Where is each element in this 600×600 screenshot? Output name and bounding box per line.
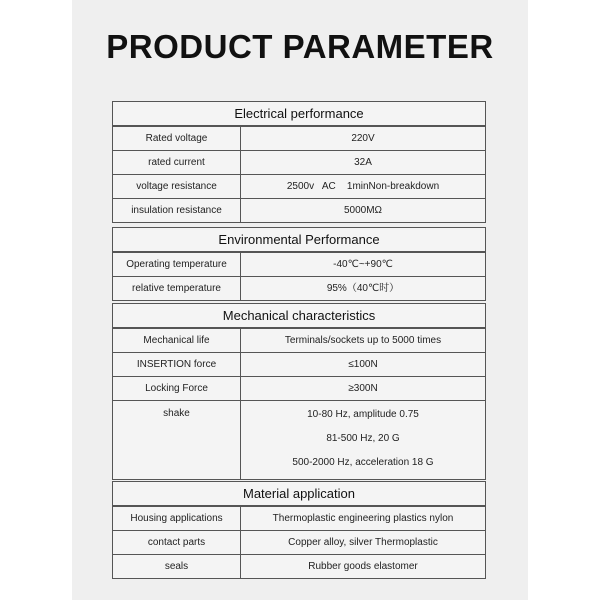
table-row [113, 126, 485, 150]
shake-value-line: 10-80 Hz, amplitude 0.75 [307, 409, 419, 420]
row-label: rated current [113, 151, 241, 174]
row-value: 220V [351, 133, 375, 144]
table-row [113, 252, 485, 276]
row-label: Housing applications [113, 507, 241, 530]
row-value: Terminals/sockets up to 5000 times [284, 335, 442, 346]
section-heading: Electrical performance [113, 102, 485, 126]
row-value: ≤100N [348, 359, 378, 370]
row-value: 95%（40℃时） [326, 283, 400, 294]
row-label: Mechanical life [113, 329, 241, 352]
row-label: seals [113, 555, 241, 578]
table-row [113, 376, 485, 400]
row-value: -40℃~+90℃ [333, 259, 393, 270]
table-row [113, 554, 485, 578]
table-row-shake [113, 400, 485, 479]
section-heading: Environmental Performance [113, 228, 485, 252]
table-row [113, 328, 485, 352]
row-value: 2500v AC 1minNon-breakdown [286, 181, 440, 192]
row-label: Operating temperature [113, 253, 241, 276]
environmental-performance-table [112, 227, 486, 301]
section-heading: Mechanical characteristics [113, 304, 485, 328]
shake-values [241, 401, 485, 479]
row-label: Rated voltage [113, 127, 241, 150]
row-label: relative temperature [113, 277, 241, 300]
electrical-performance-table [112, 101, 486, 223]
section-heading: Material application [113, 482, 485, 506]
table-row [113, 198, 485, 222]
row-label: Locking Force [113, 377, 241, 400]
row-value: Copper alloy, silver Thermoplastic [288, 537, 438, 548]
page-title: PRODUCT PARAMETER [106, 28, 494, 65]
mechanical-characteristics-table [112, 303, 486, 480]
table-row [113, 352, 485, 376]
table-row [113, 276, 485, 300]
shake-value-line: 81-500 Hz, 20 G [326, 433, 400, 444]
row-label: voltage resistance [113, 175, 241, 198]
row-value: Thermoplastic engineering plastics nylon [272, 513, 454, 524]
shake-value-line: 500-2000 Hz, acceleration 18 G [292, 457, 434, 468]
table-row [113, 506, 485, 530]
row-value: Rubber goods elastomer [308, 561, 418, 572]
row-value: ≥300N [348, 383, 378, 394]
table-row [113, 530, 485, 554]
material-application-table [112, 481, 486, 579]
row-label: contact parts [113, 531, 241, 554]
row-value: 5000MΩ [343, 205, 383, 216]
row-label: insulation resistance [113, 199, 241, 222]
table-row [113, 150, 485, 174]
table-row [113, 174, 485, 198]
row-value: 32A [354, 157, 372, 168]
row-label: shake [113, 401, 241, 479]
row-label: INSERTION force [113, 353, 241, 376]
